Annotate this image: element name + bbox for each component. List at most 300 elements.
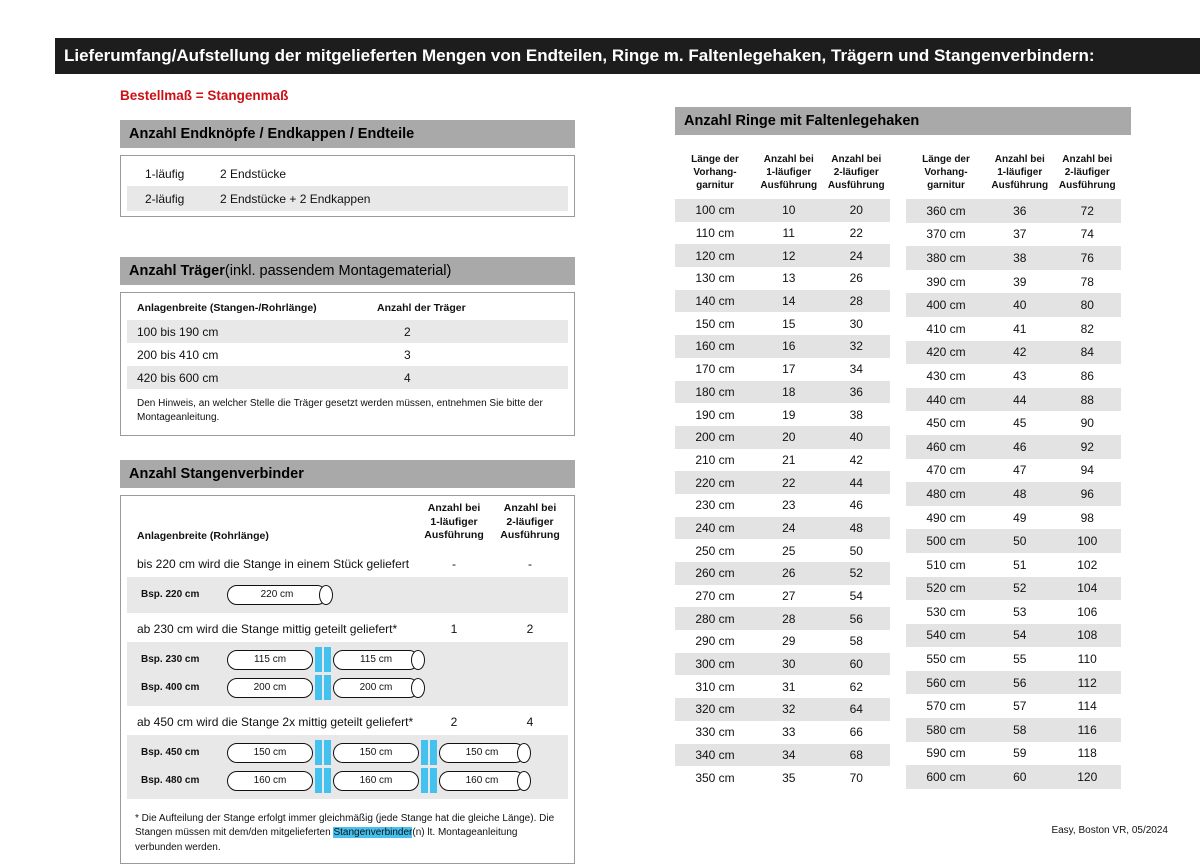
ring-count-1l: 44 <box>986 388 1054 412</box>
ring-count-2l: 30 <box>849 316 863 331</box>
ring-length: 470 cm <box>926 463 966 478</box>
rod-segment: 115 cm <box>333 650 419 670</box>
footer-text: Easy, Boston VR, 05/2024 <box>1051 825 1168 836</box>
rod-segment: 160 cm <box>439 771 525 791</box>
rod-example <box>127 739 568 767</box>
rod-end-cap-icon <box>517 771 531 791</box>
verbinder-group <box>127 711 568 799</box>
ring-length: 190 cm <box>695 407 735 422</box>
ring-length: 120 cm <box>675 244 755 267</box>
ring-count-1l: 28 <box>755 607 823 630</box>
ring-count-2l: 112 <box>1054 671 1122 695</box>
ring-length: 280 cm <box>675 607 755 630</box>
ring-count-2l: 64 <box>823 698 891 721</box>
rings-row <box>906 624 1121 648</box>
endteile-section-header <box>120 120 575 148</box>
rod-diagram <box>227 647 425 672</box>
rod-example <box>127 674 568 702</box>
endteile-section-title: Anzahl Endknöpfe / Endkappen / Endteile <box>129 126 415 142</box>
ring-count-1l: 42 <box>986 341 1054 365</box>
verbinder-count-1l: 2 <box>450 714 458 729</box>
traeger-section-title-bold: Anzahl Träger <box>129 263 225 279</box>
rings-row <box>906 600 1121 624</box>
rod-end-cap-icon <box>411 678 425 698</box>
rings-row <box>675 653 890 676</box>
ring-count-2l: 84 <box>1054 341 1122 365</box>
ring-count-2l: 42 <box>849 452 863 467</box>
ring-length: 300 cm <box>675 653 755 676</box>
ring-count-1l: 22 <box>755 471 823 494</box>
rings-row <box>675 585 890 608</box>
verbinder-group-text-row <box>127 618 568 640</box>
ring-count-2l: 48 <box>823 517 891 540</box>
rod-diagram <box>227 675 425 700</box>
ring-length: 310 cm <box>695 679 735 694</box>
rings-row <box>675 449 890 472</box>
ring-length: 540 cm <box>906 624 986 648</box>
ring-length: 160 cm <box>675 335 755 358</box>
rod-connector-icon <box>315 768 331 793</box>
endteile-row-label: 2-läufig <box>145 191 185 206</box>
ring-length: 530 cm <box>926 604 966 619</box>
traeger-row-range: 420 bis 600 cm <box>137 370 219 385</box>
ring-count-1l: 23 <box>782 498 796 513</box>
ring-length: 210 cm <box>695 452 735 467</box>
ring-length: 440 cm <box>906 388 986 412</box>
endteile-row-value: 2 Endstücke <box>220 166 287 181</box>
ring-count-1l: 52 <box>986 577 1054 601</box>
ring-count-1l: 38 <box>986 246 1054 270</box>
rings-row <box>675 403 890 426</box>
endteile-row-label: 1-läufig <box>145 166 185 181</box>
ring-length: 500 cm <box>906 529 986 553</box>
rings-col-length-header: Länge der Vorhang- garnitur <box>922 154 970 191</box>
rings-row <box>675 766 890 789</box>
ring-count-2l: 120 <box>1054 765 1122 789</box>
verbinder-col-2l-header: Anzahl bei 2-läufiger Ausführung <box>500 502 560 542</box>
rings-table-1 <box>675 147 890 789</box>
ring-count-2l: 88 <box>1054 388 1122 412</box>
rod-end-cap-icon <box>319 585 333 605</box>
ring-count-2l: 24 <box>823 244 891 267</box>
ring-count-1l: 57 <box>1013 699 1027 714</box>
rod-connector-icon <box>315 740 331 765</box>
rings-row <box>906 694 1121 718</box>
rod-connector-icon <box>421 768 437 793</box>
ring-length: 340 cm <box>675 744 755 767</box>
ring-length: 320 cm <box>675 698 755 721</box>
ring-count-1l: 13 <box>782 271 796 286</box>
rod-end-cap-icon <box>411 650 425 670</box>
verbinder-group-text: bis 220 cm wird die Stange in einem Stück geliefert <box>137 556 410 571</box>
rings-header-row <box>675 147 890 199</box>
verbinder-col1-header: Anlagenbreite (Rohrlänge) <box>137 529 269 542</box>
rings-row <box>906 529 1121 553</box>
traeger-section-header <box>120 257 575 285</box>
rings-row <box>906 647 1121 671</box>
ring-count-2l: 58 <box>849 634 863 649</box>
ring-count-2l: 92 <box>1054 435 1122 459</box>
rings-row <box>675 721 890 744</box>
verbinder-section-header <box>120 460 575 488</box>
ring-count-2l: 108 <box>1054 624 1122 648</box>
rod-segment: 160 cm <box>227 771 313 791</box>
ring-count-2l: 60 <box>823 653 891 676</box>
ring-count-1l: 27 <box>782 589 796 604</box>
rings-table-2 <box>906 147 1121 789</box>
rings-row <box>675 199 890 222</box>
ring-count-2l: 44 <box>823 471 891 494</box>
ring-length: 110 cm <box>695 226 735 241</box>
ring-length: 130 cm <box>695 271 735 286</box>
rings-tables <box>675 147 1131 789</box>
ring-count-2l: 34 <box>849 362 863 377</box>
rod-end-cap-icon <box>517 743 531 763</box>
rings-row <box>906 341 1121 365</box>
ring-count-2l: 116 <box>1054 718 1122 742</box>
traeger-section-title-rest: (inkl. passendem Montagematerial) <box>224 263 452 279</box>
ring-count-1l: 40 <box>986 293 1054 317</box>
ring-length: 450 cm <box>926 416 966 431</box>
rings-row <box>675 539 890 562</box>
rings-row <box>906 270 1121 294</box>
ring-count-1l: 59 <box>1013 746 1027 761</box>
ring-length: 240 cm <box>675 517 755 540</box>
rings-row <box>675 494 890 517</box>
traeger-row-range: 100 bis 190 cm <box>137 324 219 339</box>
rings-row <box>675 335 890 358</box>
rings-row <box>906 742 1121 766</box>
ring-count-2l: 70 <box>849 770 863 785</box>
ring-count-1l: 53 <box>1013 604 1027 619</box>
rings-row <box>906 317 1121 341</box>
ring-count-1l: 24 <box>755 517 823 540</box>
rings-row <box>906 577 1121 601</box>
rod-example-label: Bsp. 450 cm <box>141 747 200 759</box>
rings-col-2l-header: Anzahl bei 2-läufiger Ausführung <box>827 154 885 191</box>
ring-length: 520 cm <box>906 577 986 601</box>
verbinder-examples <box>127 577 568 613</box>
ring-count-1l: 33 <box>782 725 796 740</box>
rod-example-label: Bsp. 230 cm <box>141 654 200 666</box>
ring-length: 150 cm <box>695 316 735 331</box>
ring-length: 290 cm <box>695 634 735 649</box>
ring-count-1l: 39 <box>1013 274 1027 289</box>
verbinder-group-text-row <box>127 553 568 575</box>
rod-segment: 115 cm <box>227 650 313 670</box>
ring-length: 400 cm <box>906 293 986 317</box>
verbinder-group-text: ab 230 cm wird die Stange mittig geteilt geliefert* <box>137 621 398 636</box>
traeger-rows <box>127 320 568 389</box>
ring-count-2l: 26 <box>849 271 863 286</box>
verbinder-section-title: Anzahl Stangenverbinder <box>129 466 304 482</box>
ring-count-2l: 66 <box>849 725 863 740</box>
ring-count-2l: 78 <box>1080 274 1094 289</box>
ring-length: 200 cm <box>675 426 755 449</box>
verbinder-count-2l: - <box>528 556 532 571</box>
rings-row <box>906 411 1121 435</box>
rings-row <box>906 223 1121 247</box>
ring-count-1l: 14 <box>755 290 823 313</box>
ring-count-1l: 31 <box>782 679 796 694</box>
rings-section-header <box>675 107 1131 135</box>
ring-length: 220 cm <box>675 471 755 494</box>
ring-count-1l: 55 <box>1013 652 1027 667</box>
verbinder-table-header <box>127 502 568 543</box>
ring-count-1l: 56 <box>986 671 1054 695</box>
ring-count-1l: 54 <box>986 624 1054 648</box>
rod-segment: 160 cm <box>333 771 419 791</box>
rings-row <box>675 562 890 585</box>
traeger-table <box>120 292 575 436</box>
ring-count-1l: 26 <box>755 562 823 585</box>
ring-length: 380 cm <box>906 246 986 270</box>
traeger-row-count: 2 <box>404 324 411 339</box>
rod-diagram <box>227 768 531 793</box>
rings-row <box>906 364 1121 388</box>
rings-row <box>675 290 890 313</box>
ring-count-1l: 16 <box>755 335 823 358</box>
rings-row <box>675 267 890 290</box>
ring-length: 590 cm <box>926 746 966 761</box>
rings-row <box>675 358 890 381</box>
rod-example-label: Bsp. 220 cm <box>141 589 200 601</box>
rod-example-label: Bsp. 400 cm <box>141 682 200 694</box>
traeger-note: Den Hinweis, an welcher Stelle die Träger gesetzt werden müssen, entnehmen Sie bitte der Montageanleitung. <box>137 398 543 423</box>
verbinder-count-2l: 2 <box>526 621 534 636</box>
ring-count-2l: 76 <box>1054 246 1122 270</box>
verbinder-groups <box>127 553 568 799</box>
ring-length: 490 cm <box>926 510 966 525</box>
ring-count-2l: 82 <box>1080 321 1094 336</box>
traeger-row-count: 3 <box>404 347 411 362</box>
ring-count-1l: 30 <box>755 653 823 676</box>
ring-length: 460 cm <box>906 435 986 459</box>
traeger-col1-header: Anlagenbreite (Stangen-/Rohrlänge) <box>137 302 317 314</box>
rings-row <box>675 471 890 494</box>
ring-count-1l: 36 <box>986 199 1054 223</box>
rings-row <box>906 435 1121 459</box>
ring-length: 170 cm <box>695 362 735 377</box>
ring-count-1l: 32 <box>755 698 823 721</box>
ring-count-1l: 35 <box>782 770 796 785</box>
ring-count-1l: 48 <box>986 482 1054 506</box>
rod-connector-icon <box>421 740 437 765</box>
ring-count-1l: 60 <box>986 765 1054 789</box>
rings-row <box>675 630 890 653</box>
rings-row <box>675 607 890 630</box>
verbinder-col-1l-header: Anzahl bei 1-läufiger Ausführung <box>424 502 484 542</box>
ring-length: 230 cm <box>695 498 735 513</box>
endteile-row-value: 2 Endstücke + 2 Endkappen <box>220 191 371 206</box>
rod-segment: 150 cm <box>227 743 313 763</box>
ring-count-2l: 80 <box>1054 293 1122 317</box>
rings-row <box>675 312 890 335</box>
rings-row <box>906 506 1121 530</box>
verbinder-group-text: ab 450 cm wird die Stange 2x mittig geteilt geliefert* <box>137 714 414 729</box>
rod-connector-icon <box>315 675 331 700</box>
rod-segment: 200 cm <box>227 678 313 698</box>
ring-count-1l: 41 <box>1013 321 1027 336</box>
ring-count-2l: 102 <box>1077 557 1098 572</box>
rings-col-2l-header: Anzahl bei 2-läufiger Ausführung <box>1058 154 1116 191</box>
verbinder-group <box>127 618 568 706</box>
rings-row <box>906 553 1121 577</box>
rings-row <box>906 293 1121 317</box>
ring-count-2l: 94 <box>1080 463 1094 478</box>
ring-count-2l: 86 <box>1080 368 1094 383</box>
ring-count-1l: 18 <box>755 381 823 404</box>
ring-length: 390 cm <box>926 274 966 289</box>
ring-count-1l: 15 <box>782 316 796 331</box>
verbinder-examples <box>127 735 568 799</box>
ring-count-1l: 47 <box>1013 463 1027 478</box>
ring-length: 360 cm <box>906 199 986 223</box>
traeger-row <box>127 366 568 389</box>
rings-row <box>906 199 1121 223</box>
ring-count-1l: 21 <box>782 452 796 467</box>
ring-count-2l: 56 <box>823 607 891 630</box>
verbinder-group-text-row <box>127 711 568 733</box>
ring-length: 350 cm <box>695 770 735 785</box>
rings-row <box>675 517 890 540</box>
ring-count-2l: 114 <box>1077 699 1097 714</box>
rings-row <box>675 222 890 245</box>
ring-length: 550 cm <box>926 652 966 667</box>
ring-length: 370 cm <box>926 227 966 242</box>
ring-count-2l: 90 <box>1080 416 1094 431</box>
rings-row <box>906 246 1121 270</box>
rings-row <box>906 765 1121 789</box>
ring-count-2l: 28 <box>823 290 891 313</box>
ring-count-2l: 104 <box>1054 577 1122 601</box>
ring-count-2l: 68 <box>823 744 891 767</box>
ring-count-1l: 29 <box>782 634 796 649</box>
rings-row <box>906 482 1121 506</box>
ring-length: 250 cm <box>695 543 735 558</box>
rod-segment: 150 cm <box>333 743 419 763</box>
rod-diagram <box>227 740 531 765</box>
ring-count-1l: 11 <box>782 226 795 241</box>
rings-row <box>906 718 1121 742</box>
rings-section-title: Anzahl Ringe mit Faltenlegehaken <box>684 113 920 129</box>
ring-length: 510 cm <box>926 557 966 572</box>
rings-header-row <box>906 147 1121 199</box>
right-column <box>675 107 1131 789</box>
ring-count-2l: 32 <box>823 335 891 358</box>
rod-segment: 150 cm <box>439 743 525 763</box>
endteile-row <box>127 161 568 186</box>
rings-row <box>906 388 1121 412</box>
rings-row <box>675 381 890 404</box>
ring-length: 600 cm <box>906 765 986 789</box>
rings-row <box>675 244 890 267</box>
ring-length: 330 cm <box>695 725 735 740</box>
ring-count-1l: 37 <box>1013 227 1027 242</box>
ring-count-1l: 25 <box>782 543 796 558</box>
ring-count-2l: 96 <box>1054 482 1122 506</box>
verbinder-count-1l: - <box>452 556 456 571</box>
ring-length: 100 cm <box>675 199 755 222</box>
ring-length: 420 cm <box>906 341 986 365</box>
rod-example <box>127 646 568 674</box>
ring-count-2l: 54 <box>849 589 863 604</box>
ring-count-2l: 74 <box>1080 227 1094 242</box>
rod-example <box>127 581 568 609</box>
ring-count-1l: 46 <box>986 435 1054 459</box>
ring-count-2l: 40 <box>823 426 891 449</box>
ring-length: 570 cm <box>926 699 966 714</box>
ring-length: 260 cm <box>675 562 755 585</box>
ring-length: 560 cm <box>906 671 986 695</box>
verbinder-count-1l: 1 <box>450 621 458 636</box>
rings-row <box>675 744 890 767</box>
rings-col-1l-header: Anzahl bei 1-läufiger Ausführung <box>760 154 818 191</box>
ring-count-2l: 20 <box>823 199 891 222</box>
ring-count-1l: 17 <box>782 362 796 377</box>
ring-count-1l: 19 <box>782 407 796 422</box>
rings-row <box>675 426 890 449</box>
verbinder-examples <box>127 642 568 706</box>
ring-count-2l: 118 <box>1077 746 1097 761</box>
ring-length: 180 cm <box>675 381 755 404</box>
rod-example-label: Bsp. 480 cm <box>141 775 200 787</box>
verbinder-count-2l: 4 <box>526 714 534 729</box>
rings-row <box>906 671 1121 695</box>
ring-count-1l: 12 <box>755 244 823 267</box>
rings-col-1l-header: Anzahl bei 1-läufiger Ausführung <box>991 154 1049 191</box>
ring-count-2l: 100 <box>1054 529 1122 553</box>
ring-count-2l: 22 <box>849 226 863 241</box>
traeger-row <box>127 320 568 343</box>
rings-row <box>675 698 890 721</box>
ring-length: 270 cm <box>695 589 735 604</box>
rod-diagram <box>227 585 333 605</box>
ring-count-2l: 110 <box>1077 652 1097 667</box>
ring-count-1l: 20 <box>755 426 823 449</box>
verbinder-table <box>120 495 575 864</box>
rod-connector-icon <box>315 647 331 672</box>
ring-length: 430 cm <box>926 368 966 383</box>
ring-count-1l: 34 <box>755 744 823 767</box>
ring-count-2l: 46 <box>849 498 863 513</box>
rings-col-length-header: Länge der Vorhang- garnitur <box>691 154 739 191</box>
ring-count-2l: 72 <box>1054 199 1122 223</box>
verbinder-group <box>127 553 568 613</box>
ring-length: 480 cm <box>906 482 986 506</box>
endteile-table <box>120 155 575 217</box>
ring-count-2l: 62 <box>849 679 863 694</box>
traeger-row-range: 200 bis 410 cm <box>137 347 219 362</box>
page-title: Lieferumfang/Aufstellung der mitgelieferten Mengen von Endteilen, Ringe m. Faltenlegehaken, Trägern und Stangenverbindern: <box>64 46 1095 65</box>
ring-count-1l: 10 <box>755 199 823 222</box>
verbinder-footnote: * Die Aufteilung der Stange erfolgt immer gleichmäßig (jede Stange hat die gleiche Länge). Die Stangen müssen mit dem/den mitgelieferten Stangenverbinder(n) lt. Montageanleitung verbunden werden. <box>135 812 555 853</box>
ring-length: 410 cm <box>926 321 966 336</box>
traeger-row-count: 4 <box>404 370 411 385</box>
ring-count-1l: 45 <box>1013 416 1027 431</box>
ring-count-1l: 51 <box>1013 557 1027 572</box>
ring-count-2l: 36 <box>823 381 891 404</box>
left-column <box>120 88 575 864</box>
ring-length: 580 cm <box>906 718 986 742</box>
rod-segment: 200 cm <box>333 678 419 698</box>
ring-count-1l: 58 <box>986 718 1054 742</box>
ring-count-2l: 50 <box>849 543 863 558</box>
ring-count-1l: 50 <box>986 529 1054 553</box>
ring-count-2l: 106 <box>1077 604 1098 619</box>
page-title-bar <box>55 38 1200 74</box>
ring-count-1l: 43 <box>1013 368 1027 383</box>
